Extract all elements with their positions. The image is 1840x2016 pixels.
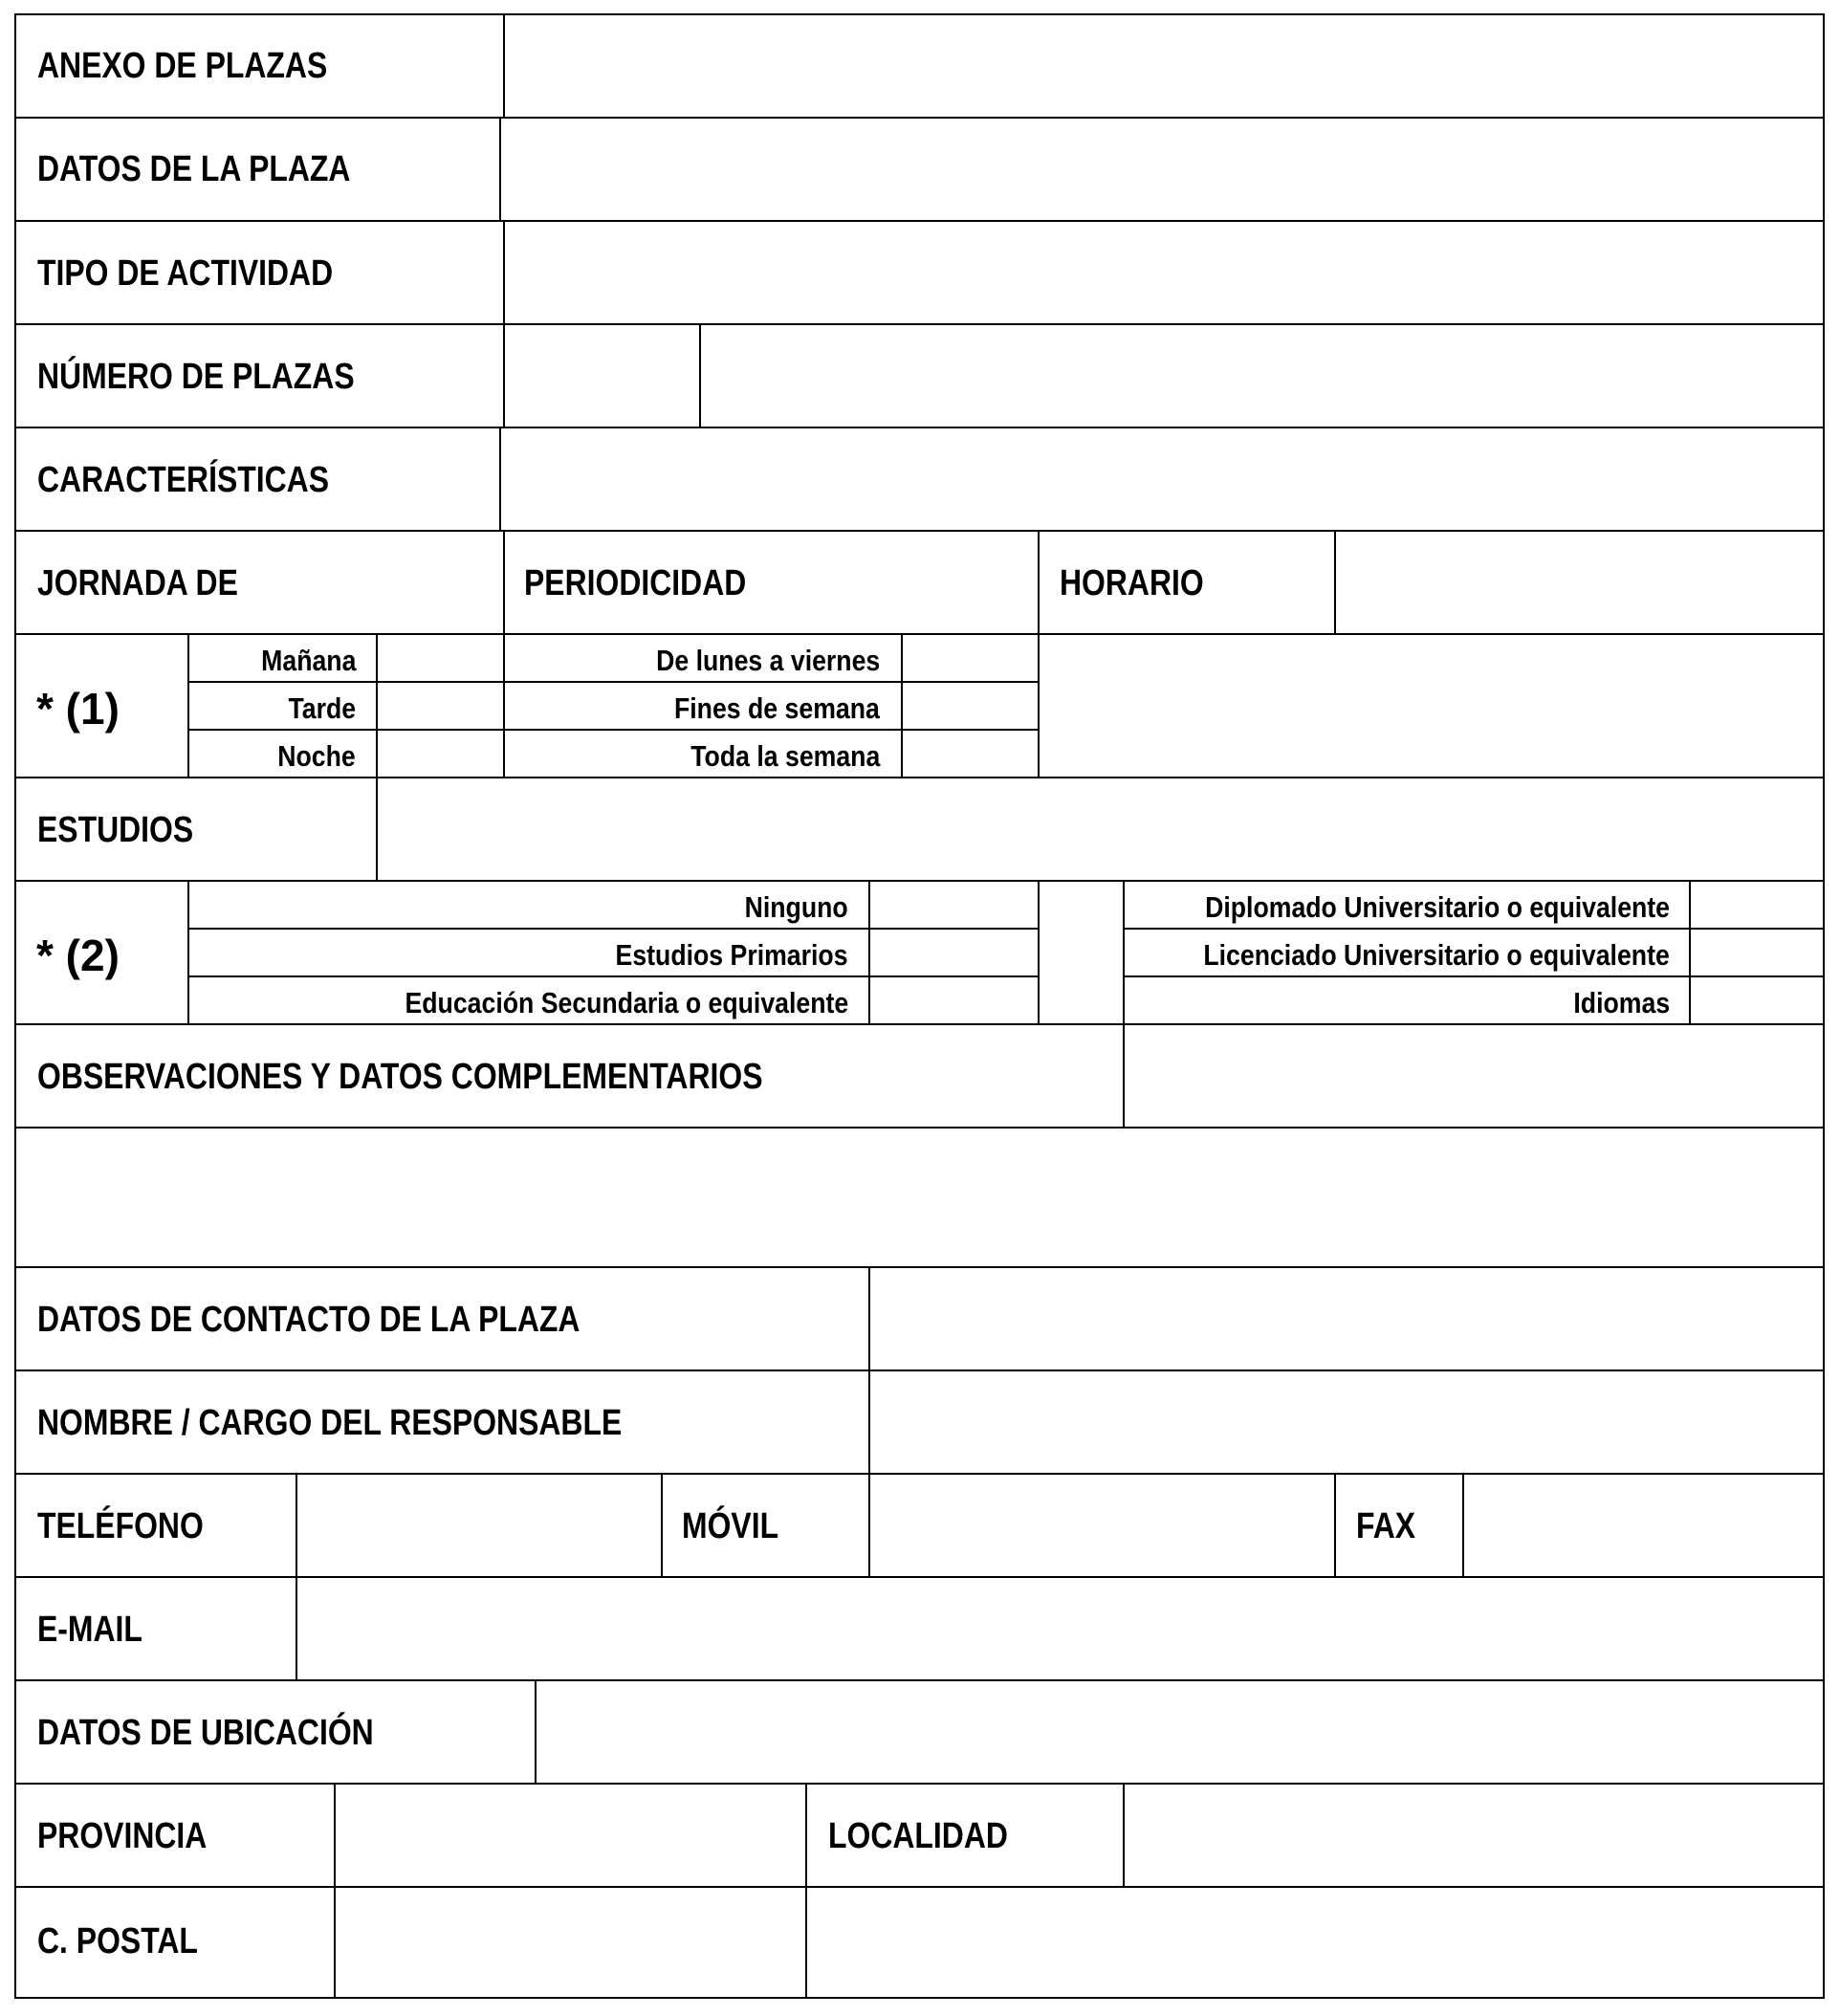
estudios-option-label: Idiomas [1573,986,1670,1019]
periodicidad-label: PERIODICIDAD [524,563,747,603]
movil-field[interactable] [868,1473,1336,1578]
movil-label: MÓVIL [682,1506,779,1546]
periodicidad-checkbox-lv[interactable] [901,633,1040,683]
observaciones-side-field[interactable] [1123,1023,1825,1129]
numero-plazas-extra-field[interactable] [699,323,1825,428]
telefono-label: TELÉFONO [37,1506,204,1546]
localidad-label: LOCALIDAD [828,1816,1008,1856]
estudios-checkbox-primarios[interactable] [868,928,1040,977]
periodicidad-option-label: Fines de semana [674,691,880,725]
numero-plazas-field[interactable] [503,323,701,428]
caracteristicas-field[interactable] [499,427,1825,532]
estudios-option-label: Ninguno [744,890,848,924]
datos-plaza-heading: DATOS DE LA PLAZA [37,149,351,189]
fax-field[interactable] [1462,1473,1825,1578]
periodicidad-option-label: Toda la semana [690,739,880,773]
datos-plaza-field[interactable] [499,117,1825,222]
telefono-field[interactable] [296,1473,663,1578]
anexo-title: ANEXO DE PLAZAS [37,46,328,86]
responsable-label: NOMBRE / CARGO DEL RESPONSABLE [37,1403,623,1443]
horario-field[interactable] [1334,530,1825,635]
jornada-option-label: Noche [277,739,356,773]
estudios-checkbox-idiomas[interactable] [1689,975,1825,1025]
provincia-label: PROVINCIA [37,1816,208,1856]
observaciones-heading: OBSERVACIONES Y DATOS COMPLEMENTARIOS [37,1057,763,1097]
tipo-actividad-label: TIPO DE ACTIVIDAD [37,253,334,294]
email-label: E-MAIL [37,1610,142,1650]
jornada-label: JORNADA DE [37,563,238,603]
periodicidad-option-label: De lunes a viernes [655,644,880,677]
estudios-label: ESTUDIOS [37,810,194,850]
responsable-field[interactable] [868,1370,1825,1475]
estudios-checkbox-diplomado[interactable] [1689,880,1825,930]
periodicidad-checkbox-ts[interactable] [901,729,1040,778]
postal-field[interactable] [334,1886,807,1999]
horario-label: HORARIO [1060,563,1204,603]
ubicacion-field[interactable] [535,1679,1825,1785]
note2-label: * (2) [36,931,120,980]
provincia-field[interactable] [334,1783,807,1888]
anexo-field[interactable] [503,13,1825,119]
estudios-field[interactable] [376,777,1825,882]
fax-label: FAX [1356,1506,1416,1546]
caracteristicas-heading: CARACTERÍSTICAS [37,460,330,500]
observaciones-text-field[interactable] [14,1127,1825,1268]
note1-label: * (1) [36,684,120,734]
estudios-option-label: Licenciado Universitario o equivalente [1203,938,1670,972]
postal-label: C. POSTAL [37,1921,198,1961]
tipo-actividad-field[interactable] [503,220,1825,325]
contacto-heading: DATOS DE CONTACTO DE LA PLAZA [37,1300,580,1340]
jornada-checkbox-manana[interactable] [376,633,505,683]
contacto-side-field[interactable] [868,1266,1825,1371]
email-field[interactable] [296,1576,1825,1681]
jornada-checkbox-noche[interactable] [376,729,505,778]
jornada-checkbox-tarde[interactable] [376,681,505,731]
estudios-checkbox-ninguno[interactable] [868,880,1040,930]
estudios-option-label: Educación Secundaria o equivalente [405,986,848,1019]
jornada-option-label: Tarde [288,691,356,725]
localidad-field[interactable] [1123,1783,1825,1888]
horario-detail-field[interactable] [1038,633,1825,778]
estudios-option-label: Estudios Primarios [616,938,848,972]
jornada-option-label: Mañana [260,644,356,677]
estudios-spacer [1038,880,1125,1025]
postal-extra-field[interactable] [805,1886,1825,1999]
estudios-option-label: Diplomado Universitario o equivalente [1205,890,1670,924]
periodicidad-checkbox-fs[interactable] [901,681,1040,731]
numero-plazas-label: NÚMERO DE PLAZAS [37,357,355,397]
estudios-checkbox-licenciado[interactable] [1689,928,1825,977]
ubicacion-label: DATOS DE UBICACIÓN [37,1713,374,1753]
estudios-checkbox-secundaria[interactable] [868,975,1040,1025]
